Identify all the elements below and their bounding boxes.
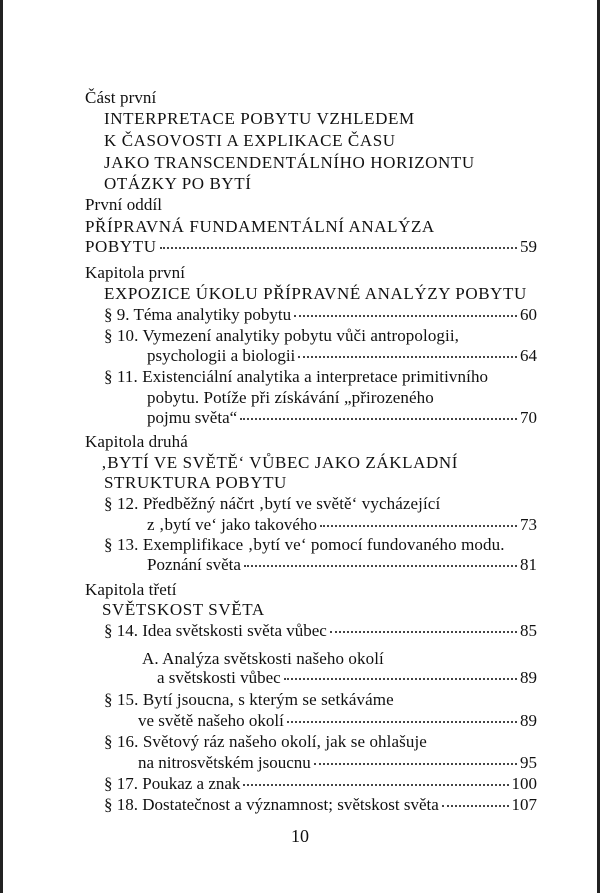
dot-leader [314,762,517,765]
toc-page-number: 85 [520,621,537,640]
chapter-title: EXPOZICE ÚKOLU PŘÍPRAVNÉ ANALÝZY POBYTU [104,284,527,303]
toc-entry-title: § 18. Dostatečnost a významnost; světskost světa [104,795,439,814]
chapter-label: Kapitola druhá [85,432,188,451]
toc-entry [138,753,537,773]
toc-entry [104,305,537,325]
toc-page-number: 60 [520,305,537,324]
toc-entry-title: § 16. Světový ráz našeho okolí, jak se ohlašuje [104,732,427,751]
toc-entry-title: pojmu světa“ [147,408,238,427]
toc-entry-title: § 13. Exemplifikace ‚bytí ve‘ pomocí fundovaného modu. [104,535,505,554]
toc-entry [104,795,537,815]
toc-entry-title: § 10. Vymezení analytiky pobytu vůči antropologii, [104,326,460,345]
toc-entry-title: ve světě našeho okolí [138,711,284,730]
dot-leader [320,524,517,527]
toc-page-number: 81 [520,555,537,574]
toc-entry-title: § 15. Bytí jsoucna, s kterým se setkáváme [104,690,394,709]
toc-entry-title: z ‚bytí ve‘ jako takového [147,515,317,534]
dot-leader [298,355,517,358]
toc-entry-title: na nitrosvětském jsoucnu [138,753,311,772]
part-label: Část první [85,88,157,107]
dot-leader [240,417,517,420]
toc-entry-title: pobytu. Potíže při získávání „přirozeného [147,388,434,407]
part-title-line: INTERPRETACE POBYTU VZHLEDEM [104,109,415,128]
dot-leader [287,720,517,723]
toc-entry-title: § 9. Téma analytiky pobytu [104,305,292,324]
toc-entry-title: a světskosti vůbec [157,668,281,687]
division-title: PŘÍPRAVNÁ FUNDAMENTÁLNÍ ANALÝZA [85,217,435,236]
toc-entry [147,346,537,366]
part-title-line: K ČASOVOSTI A EXPLIKACE ČASU [104,131,396,150]
toc-page-number: 107 [511,795,537,814]
chapter-label: Kapitola třetí [85,580,177,599]
toc-entry-title: Poznání světa [147,555,241,574]
dot-leader [442,804,509,807]
toc-entry-title: POBYTU [85,237,157,256]
chapter-label: Kapitola první [85,263,186,282]
toc-page-number: 100 [511,774,537,793]
toc-entry-title: § 14. Idea světskosti světa vůbec [104,621,327,640]
toc-page-number: 59 [520,237,537,256]
toc-entry [104,774,537,794]
toc-entry-title: A. Analýza světskosti našeho okolí [142,649,384,668]
toc-entry-title: § 11. Existenciální analytika a interpretace primitivního [104,367,489,386]
toc-entry-title: psychologii a biologii [147,346,296,365]
part-title-line: OTÁZKY PO BYTÍ [104,174,252,193]
chapter-title: STRUKTURA POBYTU [104,473,287,492]
division-label: První oddíl [85,195,163,214]
toc-page-number: 70 [520,408,537,427]
toc-page-number: 95 [520,753,537,772]
toc-entry-division [85,237,537,257]
dot-leader [244,564,517,567]
toc-entry-title: § 12. Předběžný náčrt ‚bytí ve světě‘ vycházející [104,494,441,513]
page-number: 10 [291,826,309,846]
dot-leader [284,677,517,680]
toc-page-number: 89 [520,668,537,687]
toc-entry [147,515,537,535]
toc-entry [138,711,537,731]
toc-entry-title: § 17. Poukaz a znak [104,774,241,793]
chapter-title: ‚BYTÍ VE SVĚTĚ‘ VŮBEC JAKO ZÁKLADNÍ [101,453,459,472]
toc-page-number: 89 [520,711,537,730]
dot-leader [243,783,508,786]
toc-page-number: 64 [520,346,537,365]
scan-edge-left [0,0,3,893]
toc-entry [104,621,537,641]
toc-entry [147,555,537,575]
toc-entry [157,668,537,688]
dot-leader [160,246,517,249]
dot-leader [330,630,517,633]
dot-leader [294,314,517,317]
toc-page-number: 73 [520,515,537,534]
part-title-line: JAKO TRANSCENDENTÁLNÍHO HORIZONTU [104,153,475,172]
toc-entry [147,408,537,428]
chapter-title: SVĚTSKOST SVĚTA [102,600,265,619]
